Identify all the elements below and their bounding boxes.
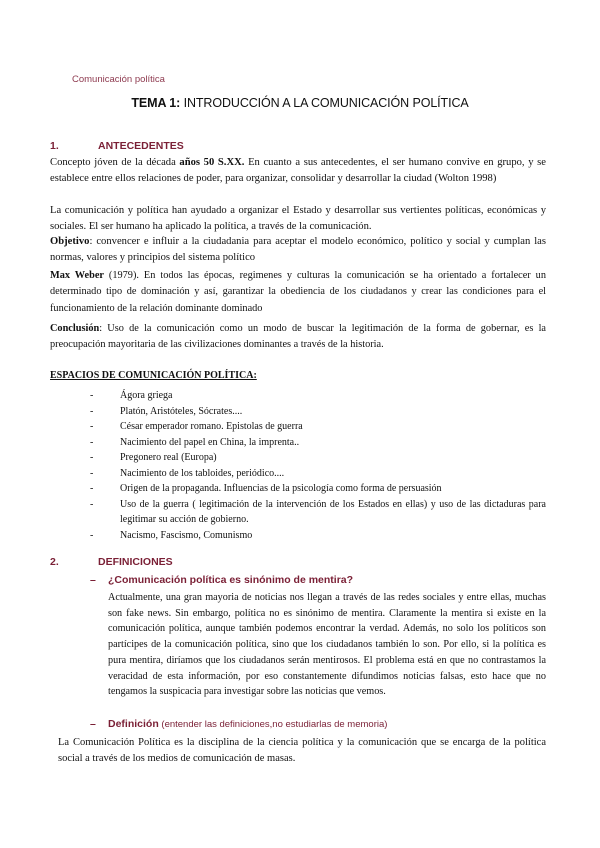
espacios-title: ESPACIOS DE COMUNICACIÓN POLÍTICA: bbox=[50, 370, 257, 381]
title-text: INTRODUCCIÓN A LA COMUNICACIÓN POLÍTICA bbox=[180, 96, 469, 110]
paragraph-conclusion: Conclusión: Uso de la comunicación como un modo de buscar la legitimación de la forma de gobernar, es la preocupación mayoritaria de las civilizaciones dominantes a través de la historia. bbox=[50, 323, 546, 351]
list-item: - Nacismo, Fascismo, Comunismo bbox=[90, 529, 253, 541]
paragraph-mentira: Actualmente, una gran mayoria de noticias nos llegan a través de las redes sociales y entre ellas, muchas son fake news. Sin embargo, política no es sinónimo de mentira. Claramente la mentira si existe en la comunicación política, aunque también podemos encontrar la verdad. Además, no solo los políticos son partícipes de la comunicación política, sino que los ciudadanos también lo son. Por ello, si la política es pura mentira, diríamos que los ciudadanos serán mentirosos. El problema está en que no contrastamos la veracidad de esta información, por eso constantemente difundimos noticias falsas, esto hace que no tengamos la suspicacia para investigar sobre las noticias que vemos. bbox=[108, 592, 546, 698]
section-heading-definiciones bbox=[50, 556, 173, 568]
paragraph-comunicacion-politica: La comunicación y política han ayudado a organizar el Estado y desarrollar sus vertientes políticas, económicas y sociales. El ser humano ha aplicado la política, a través de la comunicación. bbox=[50, 205, 546, 233]
dash-bullet: – bbox=[90, 718, 96, 730]
list-item: - Nacimiento del papel en China, la imprenta.. bbox=[90, 436, 300, 448]
paragraph-objetivo: Objetivo: convencer e influir a la ciudadania para aceptar el modelo económico, político y social y cumplan las normas, valores y principios del sistema político bbox=[50, 236, 546, 264]
list-item: - Nacimiento de los tabloides, periódico.... bbox=[90, 467, 285, 479]
running-header: Comunicación política bbox=[72, 74, 165, 85]
title-prefix: TEMA 1: bbox=[131, 96, 181, 110]
section-number: 2. bbox=[50, 556, 59, 568]
list-item: - Origen de la propaganda. Influencias de la psicología como forma de persuasión bbox=[90, 483, 442, 494]
section-heading-antecedentes bbox=[50, 140, 184, 152]
espacios-list bbox=[90, 388, 546, 543]
section-number: 1. bbox=[50, 140, 59, 152]
paragraph-concepto: Concepto jóven de la década años 50 S.XX. En cuanto a sus antecedentes, el ser humano convive en grupo, y se establece entre ellos relaciones de poder, para organizar, consolidar y desarrollar la ciudad (Wolton 1998) bbox=[50, 157, 546, 185]
section-title: ANTECEDENTES bbox=[98, 140, 184, 152]
list-item: - Pregonero real (Europa) bbox=[90, 452, 217, 463]
list-item: - Ágora griega bbox=[90, 390, 173, 401]
dash-bullet: – bbox=[90, 574, 96, 586]
list-item: - Platón, Aristóteles, Sócrates.... bbox=[90, 405, 243, 417]
list-item: - César emperador romano. Epistolas de guerra bbox=[90, 421, 303, 432]
subsection-heading-definicion: – Definición (entender las definiciones,no estudiarlas de memoria) bbox=[90, 718, 388, 730]
list-item: - Uso de la guerra ( legitimación de la intervención de los Estados en ellas) y uso de las dictaduras para legitimar su acción de gobierno. bbox=[90, 498, 546, 525]
paragraph-max-weber: Max Weber (1979). En todos las épocas, regimenes y culturas la comunicación se ha orientado a fortalecer un determinado tipo de dominación y así, garantizar la obediencia de los ciudadanos y crear las condiciones para el funcionamiento de la relación dominante dominado bbox=[50, 270, 546, 314]
page-title bbox=[0, 96, 600, 110]
paragraph-definicion: La Comunicación Política es la disciplina de la ciencia política y la comunicación que se encarga de la política social a través de los medios de comunicación de masas. bbox=[58, 737, 546, 765]
section-title: DEFINICIONES bbox=[98, 556, 173, 568]
subsection-heading-mentira: – ¿Comunicación política es sinónimo de mentira? bbox=[90, 574, 354, 586]
